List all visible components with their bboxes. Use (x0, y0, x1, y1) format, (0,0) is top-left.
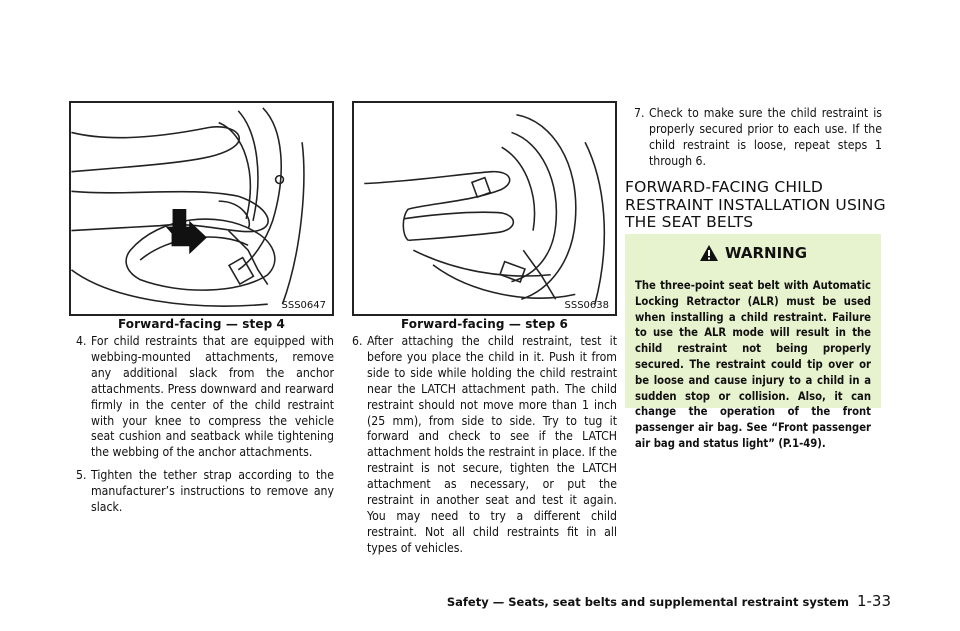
warning-triangle-icon (699, 244, 719, 262)
page-footer (447, 592, 891, 610)
warning-text: The three-point seat belt with Automatic Locking Retractor (ALR) must be used when installing a child restraint. Failure to use the ALR mode will result in the child restraint not being properly secured. The restraint could tip over or be loose and cause injury to a child in a sudden stop or collision. Also, it can change the operation of the front passenger air bag. See “Front passenger air bag and status light” (P.1-49). (635, 279, 871, 450)
steps-column-1 (76, 334, 334, 516)
page-number: 1-33 (856, 592, 891, 610)
steps-column-3 (634, 106, 882, 170)
figure-step-4 (69, 101, 334, 316)
step-text: Check to make sure the child restraint is properly secured prior to each use. If the child restraint is loose, repeat steps 1 through 6. (649, 106, 882, 168)
step-item (352, 334, 617, 557)
steps-column-2 (352, 334, 617, 557)
step-text: For child restraints that are equipped with webbing-mounted attachments, remove any additional slack from the anchor attachments. Press downward and rearward firmly in the center of the child restraint with your knee to compress the vehicle seat cushion and seatback while tightening the webbing of the anchor attachments. (91, 334, 334, 460)
step-number: 7. (634, 106, 645, 120)
figure-caption: Forward-facing — step 4 (117, 317, 285, 331)
step-item (634, 106, 882, 170)
warning-header (635, 244, 871, 262)
warning-box (625, 234, 881, 450)
step-item (76, 334, 334, 461)
figure-code: SSS0647 (281, 300, 326, 311)
step-number: 4. (76, 334, 87, 348)
step-item (76, 468, 334, 516)
figure-code: SSS0638 (564, 300, 609, 311)
step-text: Tighten the tether strap according to the manufacturer’s instructions to remove any slack. (91, 468, 334, 515)
figure-step-6 (352, 101, 617, 316)
step-4-illustration (71, 103, 332, 314)
step-text: After attaching the child restraint, test it before you place the child in it. Push it from side to side while holding the child restraint near the LATCH attachment path. The child restraint should not move more than 1 inch (25 mm), from side to side. Try to tug it forward and check to see if the LATCH attachment holds the restraint in place. If the restraint is not secure, tighten the LATCH attachment as necessary, or put the restraint in another seat and test it again. You may need to try a different child restraint. Not all child restraints fit in all types of vehicles. (367, 334, 618, 555)
step-number: 5. (76, 468, 87, 483)
warning-title: WARNING (724, 244, 808, 262)
section-heading: FORWARD-FACING CHILD RESTRAINT INSTALLATION USING THE SEAT BELTS (625, 178, 886, 231)
footer-title: Safety — Seats, seat belts and supplemental restraint system (446, 595, 849, 609)
figure-caption: Forward-facing — step 6 (400, 317, 568, 331)
step-6-illustration (354, 103, 615, 314)
step-number: 6. (352, 334, 363, 348)
